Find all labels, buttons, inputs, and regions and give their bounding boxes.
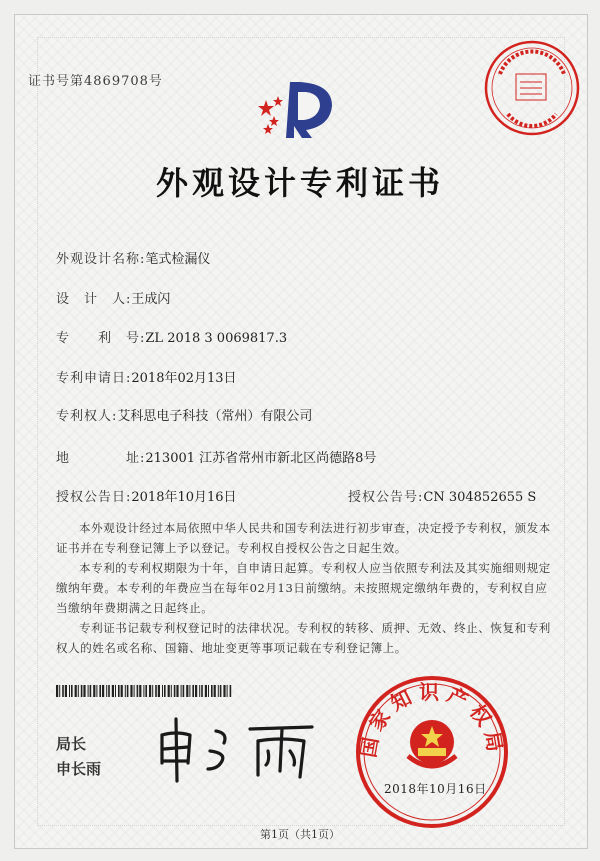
address-label: 地 址: bbox=[56, 451, 146, 466]
address-value: 213001 江苏省常州市新北区尚德路8号 bbox=[145, 451, 377, 466]
grant-no-label: 授权公告号: bbox=[348, 490, 424, 505]
address-row bbox=[56, 447, 376, 466]
filing-date-label: 专利申请日: bbox=[56, 371, 132, 386]
seal-text: 国家知识产权局 bbox=[355, 680, 509, 760]
paragraph-term: 本专利的专利权期限为十年，自申请日起算。专利权人应当依照专利法及其实施细则规定缴纳年费。本专利的年费应当在每年02月13日前缴纳。未按照规定缴纳年费的，专利权自应当缴纳年费期满之日起终止。 bbox=[56, 561, 551, 615]
official-seal bbox=[352, 672, 512, 832]
national-emblem-icon bbox=[408, 720, 456, 766]
design-name-row bbox=[56, 248, 210, 267]
designer-value: 王成闪 bbox=[131, 292, 171, 307]
agency-stamp bbox=[480, 36, 584, 140]
page-number: 第1页（共1页） bbox=[260, 828, 340, 841]
designer-row bbox=[56, 288, 170, 307]
barcode bbox=[56, 685, 234, 697]
grant-no-value: CN 304852655 S bbox=[423, 490, 537, 505]
filing-date-row bbox=[56, 367, 237, 386]
certificate-number: 证书号第4869708号 bbox=[28, 74, 163, 89]
design-name-value: 笔式检漏仪 bbox=[145, 252, 211, 267]
grant-date-value: 2018年10月16日 bbox=[131, 490, 237, 505]
director-title: 局长 bbox=[56, 736, 87, 753]
designer-label: 设 计 人: bbox=[56, 292, 132, 307]
seal-date: 2018年10月16日 bbox=[384, 782, 487, 796]
patentee-row bbox=[56, 405, 312, 424]
patent-no-label: 专 利 号: bbox=[56, 331, 146, 346]
paragraph-records: 专利证书记载专利权登记时的法律状况。专利权的转移、质押、无效、终止、恢复和专利权人的姓名或名称、国籍、地址变更等事项记载在专利登记簿上。 bbox=[56, 621, 551, 655]
grant-no-row bbox=[348, 486, 536, 505]
cnipa-logo bbox=[250, 70, 350, 150]
patent-no-row bbox=[56, 327, 287, 346]
patentee-value: 艾科思电子科技（常州）有限公司 bbox=[117, 409, 313, 424]
design-name-label: 外观设计名称: bbox=[56, 252, 146, 267]
paragraph-grant: 本外观设计经过本局依照中华人民共和国专利法进行初步审查，决定授予专利权，颁发本证书并在专利登记簿上予以登记。专利权自授权公告之日起生效。 bbox=[56, 521, 551, 555]
patentee-label: 专利权人: bbox=[56, 409, 118, 424]
grant-date-label: 授权公告日: bbox=[56, 490, 132, 505]
filing-date-value: 2018年02月13日 bbox=[131, 371, 237, 386]
director-name: 申长雨 bbox=[56, 761, 102, 778]
grant-date-row bbox=[56, 486, 237, 505]
director-signature bbox=[150, 705, 320, 785]
certificate-title: 外观设计专利证书 bbox=[155, 164, 444, 202]
patent-no-value: ZL 2018 3 0069817.3 bbox=[145, 331, 288, 346]
